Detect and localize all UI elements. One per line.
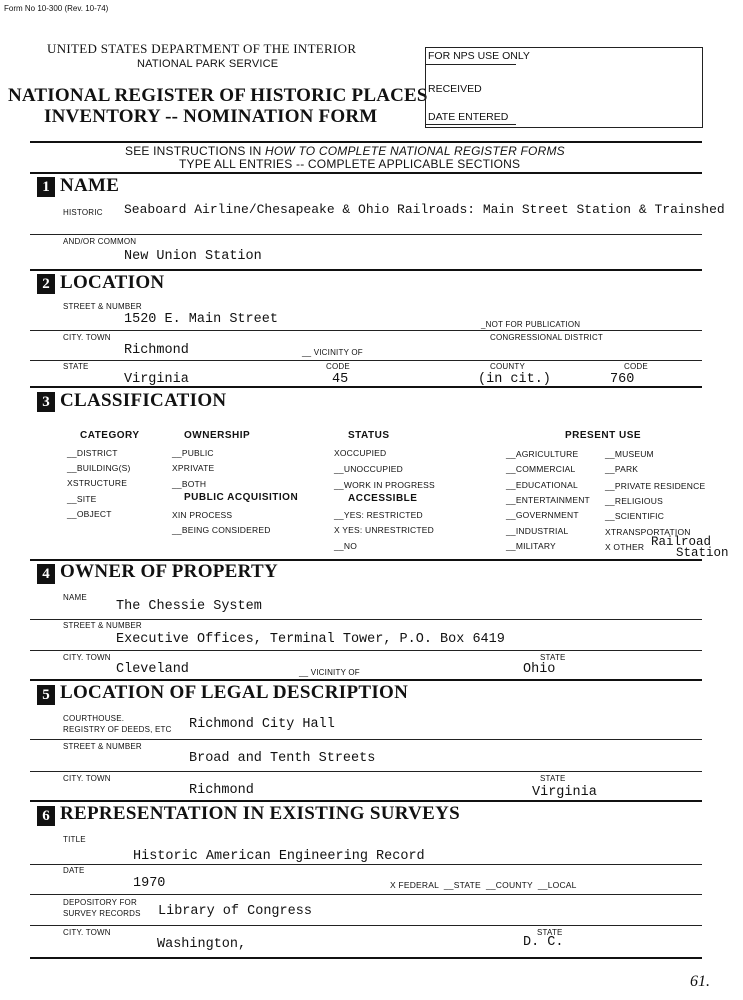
owner-name-label: NAME	[63, 593, 87, 602]
legal-street: Broad and Tenth Streets	[189, 751, 376, 766]
use-commercial: __COMMERCIAL	[506, 464, 576, 474]
section-1-number: 1	[37, 177, 55, 197]
legal-street-label: STREET & NUMBER	[63, 742, 142, 751]
depository-value: Library of Congress	[158, 904, 312, 919]
category-object: __OBJECT	[67, 509, 112, 519]
section-2-number: 2	[37, 274, 55, 294]
section-1-title: NAME	[60, 175, 120, 196]
historic-label: HISTORIC	[63, 208, 103, 217]
owner-street: Executive Offices, Terminal Tower, P.O. Box 6419	[116, 632, 505, 647]
acquisition-in-process: XIN PROCESS	[172, 510, 233, 520]
use-transportation: XTRANSPORTATION	[605, 527, 691, 537]
legal-city-label: CITY. TOWN	[63, 774, 111, 783]
use-agriculture: __AGRICULTURE	[506, 449, 579, 459]
survey-state: D. C.	[523, 935, 564, 950]
service-name: NATIONAL PARK SERVICE	[137, 58, 279, 70]
category-district: __DISTRICT	[67, 448, 118, 458]
street-label: STREET & NUMBER	[63, 302, 142, 311]
common-name: New Union Station	[124, 249, 262, 264]
historic-name: Seaboard Airline/Chesapeake & Ohio Railroads: Main Street Station & Trainshed	[124, 202, 725, 217]
page-mark: 61.	[690, 973, 710, 990]
use-government: __GOVERNMENT	[506, 510, 579, 520]
city-value: Richmond	[124, 343, 189, 358]
survey-title-label: TITLE	[63, 835, 86, 844]
survey-city-label: CITY. TOWN	[63, 928, 111, 937]
legal-city: Richmond	[189, 783, 254, 798]
legal-state: Virginia	[532, 785, 597, 800]
street-value: 1520 E. Main Street	[124, 312, 278, 327]
ownership-both: __BOTH	[172, 479, 207, 489]
nps-use-box	[425, 47, 703, 128]
present-use-heading: PRESENT USE	[565, 430, 642, 441]
section-4-number: 4	[37, 564, 55, 584]
section-6-number: 6	[37, 806, 55, 826]
legal-state-label: STATE	[540, 774, 566, 783]
survey-state-label: STATE	[537, 928, 563, 937]
use-park: __PARK	[605, 464, 639, 474]
county-code-label: CODE	[624, 362, 648, 371]
category-site: __SITE	[67, 494, 97, 504]
not-for-publication: _NOT FOR PUBLICATION	[481, 320, 581, 329]
survey-title: Historic American Engineering Record	[133, 849, 425, 864]
courthouse-label-line2: REGISTRY OF DEEDS, ETC	[63, 725, 172, 734]
section-3-number: 3	[37, 392, 55, 412]
status-work-in-progress: __WORK IN PROGRESS	[334, 480, 435, 490]
use-entertainment: __ENTERTAINMENT	[506, 495, 590, 505]
form-title-line2: INVENTORY -- NOMINATION FORM	[44, 106, 378, 127]
department-name: UNITED STATES DEPARTMENT OF THE INTERIOR	[47, 41, 357, 56]
received-label: RECEIVED	[428, 83, 482, 95]
owner-city: Cleveland	[116, 662, 189, 677]
owner-state: Ohio	[523, 662, 556, 677]
category-buildings: __BUILDING(S)	[67, 463, 131, 473]
category-heading: CATEGORY	[80, 430, 140, 441]
depository-label-line1: DEPOSITORY FOR	[63, 898, 137, 907]
form-number: Form No 10-300 (Rev. 10-74)	[4, 4, 109, 13]
public-acquisition-heading: PUBLIC ACQUISITION	[184, 492, 299, 503]
accessible-unrestricted: X YES: UNRESTRICTED	[334, 525, 434, 535]
section-3-title: CLASSIFICATION	[60, 390, 227, 411]
use-military: __MILITARY	[506, 541, 556, 551]
status-heading: STATUS	[348, 430, 390, 441]
ownership-private: XPRIVATE	[172, 463, 215, 473]
section-2-title: LOCATION	[60, 272, 165, 293]
nps-use-only-label: FOR NPS USE ONLY	[428, 50, 530, 62]
use-religious: __RELIGIOUS	[605, 496, 663, 506]
date-entered-label: DATE ENTERED	[428, 111, 509, 123]
county-code-value: 760	[610, 372, 635, 387]
instructions-line2: TYPE ALL ENTRIES -- COMPLETE APPLICABLE SECTIONS	[179, 157, 521, 171]
use-museum: __MUSEUM	[605, 449, 654, 459]
section-6-title: REPRESENTATION IN EXISTING SURVEYS	[60, 803, 461, 824]
instructions-line1: SEE INSTRUCTIONS IN HOW TO COMPLETE NATIONAL REGISTER FORMS	[125, 144, 565, 158]
section-5-title: LOCATION OF LEGAL DESCRIPTION	[60, 682, 409, 703]
acquisition-being-considered: __BEING CONSIDERED	[172, 525, 271, 535]
county-value: (in cit.)	[478, 372, 551, 387]
status-unoccupied: __UNOCCUPIED	[334, 464, 403, 474]
county-label: COUNTY	[490, 362, 525, 371]
ownership-heading: OWNERSHIP	[184, 430, 251, 441]
courthouse-label-line1: COURTHOUSE.	[63, 714, 125, 723]
survey-city: Washington,	[157, 937, 247, 952]
status-occupied: XOCCUPIED	[334, 448, 387, 458]
accessible-heading: ACCESSIBLE	[348, 493, 418, 504]
courthouse-value: Richmond City Hall	[189, 717, 335, 732]
congressional-district-label: CONGRESSIONAL DISTRICT	[490, 333, 604, 342]
survey-date-label: DATE	[63, 866, 85, 875]
use-private-residence: __PRIVATE RESIDENCE	[605, 481, 706, 491]
survey-date: 1970	[133, 876, 166, 891]
section-5-number: 5	[37, 685, 55, 705]
use-industrial: __INDUSTRIAL	[506, 526, 569, 536]
use-other-value-line1: Railroad	[651, 535, 712, 549]
owner-name: The Chessie System	[116, 599, 262, 614]
use-scientific: __SCIENTIFIC	[605, 511, 665, 521]
survey-levels: X FEDERAL __STATE __COUNTY __LOCAL	[390, 880, 577, 890]
city-label: CITY. TOWN	[63, 333, 111, 342]
use-other-value-line2: Station	[676, 546, 729, 560]
vicinity-of-label: __ VICINITY OF	[302, 348, 363, 357]
ownership-public: __PUBLIC	[172, 448, 214, 458]
depository-label-line2: SURVEY RECORDS	[63, 909, 141, 918]
state-label: STATE	[63, 362, 89, 371]
state-value: Virginia	[124, 372, 189, 387]
form-title-line1: NATIONAL REGISTER OF HISTORIC PLACES	[8, 85, 428, 106]
use-educational: __EDUCATIONAL	[506, 480, 578, 490]
section-4-title: OWNER OF PROPERTY	[60, 561, 279, 582]
owner-city-label: CITY. TOWN	[63, 653, 111, 662]
use-other: X OTHER	[605, 542, 645, 552]
owner-vicinity-label: __ VICINITY OF	[299, 668, 360, 677]
code-label: CODE	[326, 362, 350, 371]
code-value: 45	[332, 372, 349, 387]
category-structure: XSTRUCTURE	[67, 478, 128, 488]
owner-state-label: STATE	[540, 653, 566, 662]
owner-street-label: STREET & NUMBER	[63, 621, 142, 630]
common-label: AND/OR COMMON	[63, 237, 137, 246]
accessible-restricted: __YES: RESTRICTED	[334, 510, 423, 520]
accessible-no: __NO	[334, 541, 358, 551]
